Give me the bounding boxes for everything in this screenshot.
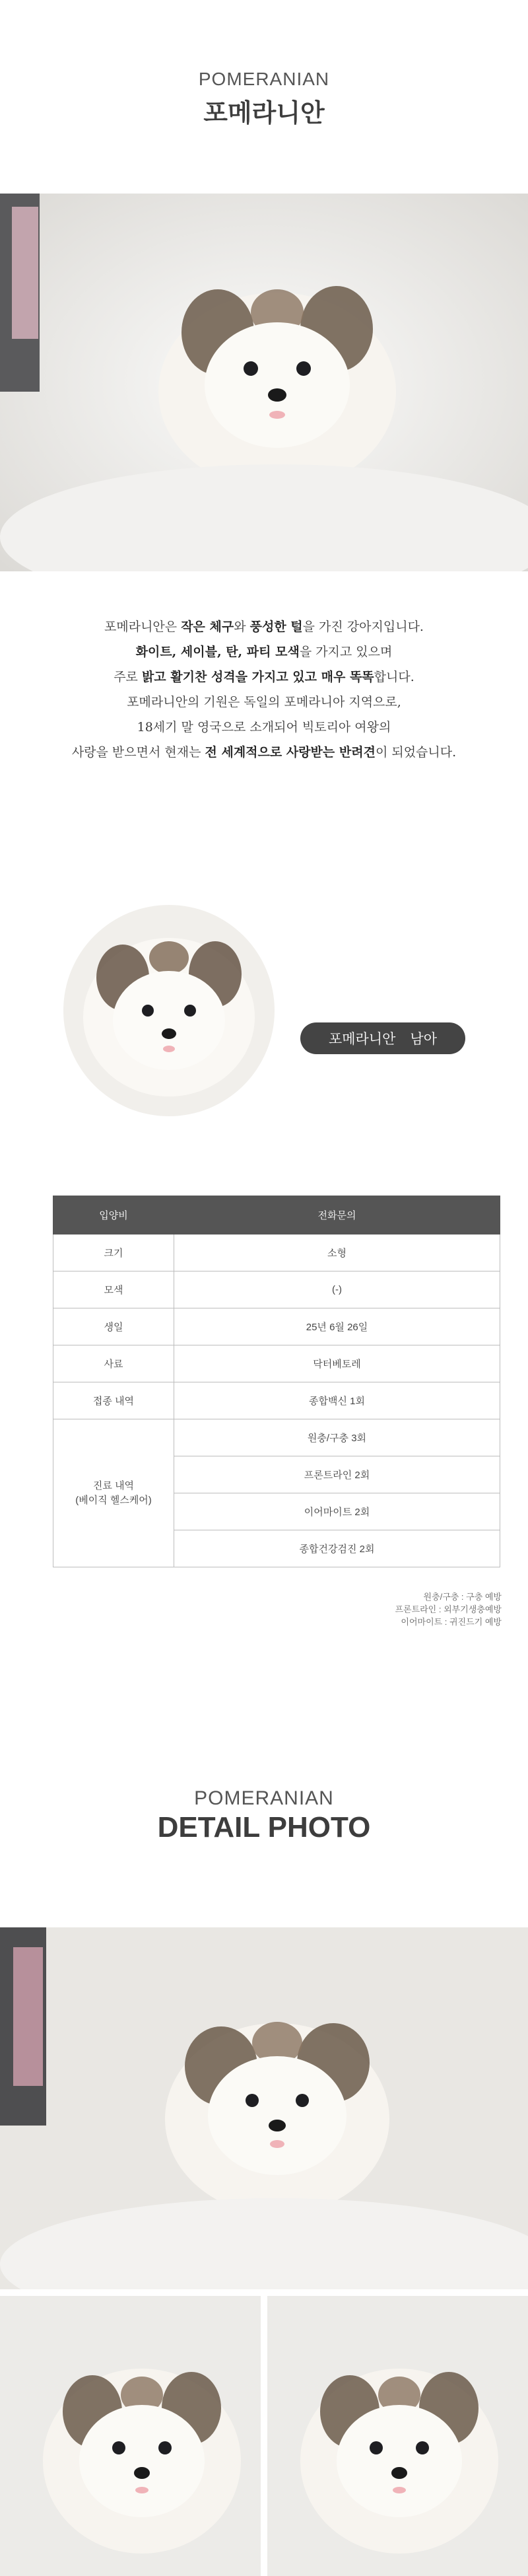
table-row — [53, 1234, 500, 1271]
table-row — [53, 1419, 500, 1456]
care-history-label — [53, 1419, 174, 1567]
phone-inquiry-header[interactable]: 전화문의 — [174, 1196, 500, 1234]
care-item: 원충/구충 3회 — [174, 1419, 500, 1456]
description-line: 포메라니안의 기원은 독일의 포메라니아 지역으로, — [127, 695, 401, 709]
breed-english-title: POMERANIAN — [198, 69, 330, 89]
profile-photo — [63, 905, 275, 1116]
description-line: 주로 밝고 활기찬 성격을 가지고 있고 매우 똑똑합니다. — [114, 670, 414, 684]
care-label-sub: (베이직 헬스케어) — [75, 1494, 152, 1506]
breed-label: 포메라니안 — [328, 1031, 396, 1047]
description-line: 사랑을 받으면서 현재는 전 세계적으로 사랑받는 반려견이 되었습니다. — [71, 745, 457, 760]
table-row — [53, 1345, 500, 1382]
care-item: 종합건강검진 2회 — [174, 1530, 500, 1567]
row-label: 크기 — [53, 1234, 174, 1271]
description-line: 화이트, 세이블, 탄, 파티 모색을 가지고 있으며 — [135, 645, 393, 659]
row-label: 사료 — [53, 1345, 174, 1382]
note-line: 원충/구충 : 구충 예방 — [423, 1592, 502, 1602]
table-header-row — [53, 1196, 500, 1234]
description-line: 18세기 말 영국으로 소개되어 빅토리아 여왕의 — [137, 720, 391, 734]
detail-title: DETAIL PHOTO — [157, 1811, 371, 1843]
row-value: (-) — [174, 1271, 500, 1308]
table-row — [53, 1271, 500, 1308]
row-value: 종합백신 1회 — [174, 1382, 500, 1419]
note-line: 프론트라인 : 외부기생충예방 — [395, 1604, 502, 1614]
row-value: 25년 6월 26일 — [174, 1308, 500, 1345]
row-value: 소형 — [174, 1234, 500, 1271]
row-label: 모색 — [53, 1271, 174, 1308]
breed-header — [0, 69, 528, 129]
breed-sex-badge — [300, 1022, 465, 1054]
breed-korean-title: 포메라니안 — [203, 98, 325, 127]
care-label-main: 진료 내역 — [92, 1480, 135, 1491]
row-label: 생일 — [53, 1308, 174, 1345]
main-puppy-photo — [0, 194, 528, 571]
breed-description — [26, 614, 502, 765]
row-label: 접종 내역 — [53, 1382, 174, 1419]
adoption-fee-header: 입양비 — [53, 1196, 174, 1234]
table-row — [53, 1382, 500, 1419]
detail-photo-large — [0, 1927, 528, 2289]
adoption-info-table — [53, 1196, 500, 1567]
detail-photo-header — [0, 1787, 528, 1844]
care-item: 이어마이트 2회 — [174, 1493, 500, 1530]
row-value: 닥터베토레 — [174, 1345, 500, 1382]
table-row — [53, 1308, 500, 1345]
care-notes — [395, 1591, 502, 1628]
detail-english-subtitle: POMERANIAN — [194, 1787, 334, 1809]
detail-photo-left — [0, 2296, 261, 2576]
note-line: 이어마이트 : 귀진드기 예방 — [401, 1617, 502, 1627]
description-line: 포메라니안은 작은 체구와 풍성한 털을 가진 강아지입니다. — [104, 620, 424, 634]
sex-label: 남아 — [410, 1031, 437, 1047]
detail-photo-right — [267, 2296, 528, 2576]
care-item: 프론트라인 2회 — [174, 1456, 500, 1493]
